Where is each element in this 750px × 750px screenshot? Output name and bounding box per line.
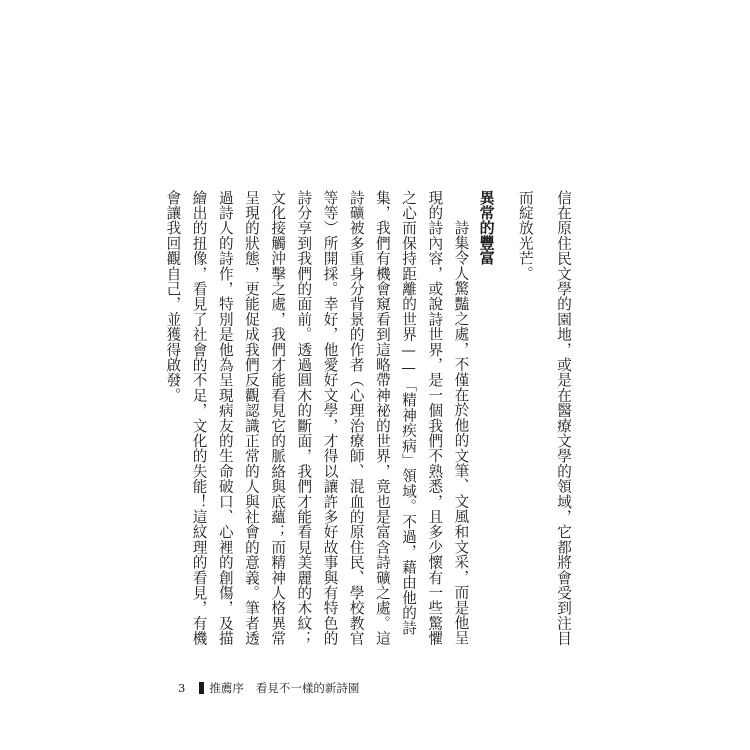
page-number: 3 [178, 681, 186, 695]
footer-chapter-title: 看見不一樣的新詩園 [255, 681, 360, 695]
text-column: 詩分享到我們的面前。透過圓木的斷面，我們才能看見美麗的木紋； [295, 190, 313, 646]
footer-section-label: 推薦序 [209, 681, 244, 695]
footer-bar-mark [199, 682, 204, 694]
text-column: 現的詩內容，或說詩世界，是一個我們不熟悉，且多少懷有一些驚懼 [426, 190, 444, 646]
text-column: 過詩人的詩作，特別是他為呈現病友的生命破口、心裡的創傷，及描 [216, 190, 234, 646]
text-column: 集，我們有機會窺看到這略帶神祕的世界，竟也是富含詩礦之處。這 [373, 190, 391, 646]
text-column: 等等）所開採。幸好，他愛好文學，才得以讓許多好故事與有特色的 [321, 190, 339, 646]
text-column: 文化接觸沖擊之處，我們才能看見它的脈絡與底蘊；而精神人格異常 [269, 190, 287, 646]
text-column: 會讓我回觀自己，並獲得啟發。 [164, 190, 182, 403]
text-column: 信在原住民文學的園地，或是在醫療文學的領域，它都將會受到注目 [555, 190, 572, 646]
vertical-text-block [153, 190, 570, 646]
section-heading: 異常的豐富 [477, 190, 496, 265]
text-column: 呈現的狀態，更能促成我們反觀認識正常的人與社會的意義。筆者透 [242, 190, 260, 646]
text-column: 詩礦被多重身分背景的作者（心理治療師、混血的原住民、學校教官 [347, 190, 365, 646]
page-footer [178, 680, 359, 696]
text-column: 之心而保持距離的世界——「精神疾病」領域。不過，藉由他的詩 [400, 190, 418, 636]
text-column: 而綻放光芒。 [516, 190, 534, 282]
paragraph-first-column: 詩集令人驚豔之處，不僅在於他的文筆、文風和文采，而是他呈 [452, 220, 470, 646]
text-column: 繪出的扭像，看見了社會的不足，文化的失能！這紋理的看見，有機 [190, 190, 208, 646]
